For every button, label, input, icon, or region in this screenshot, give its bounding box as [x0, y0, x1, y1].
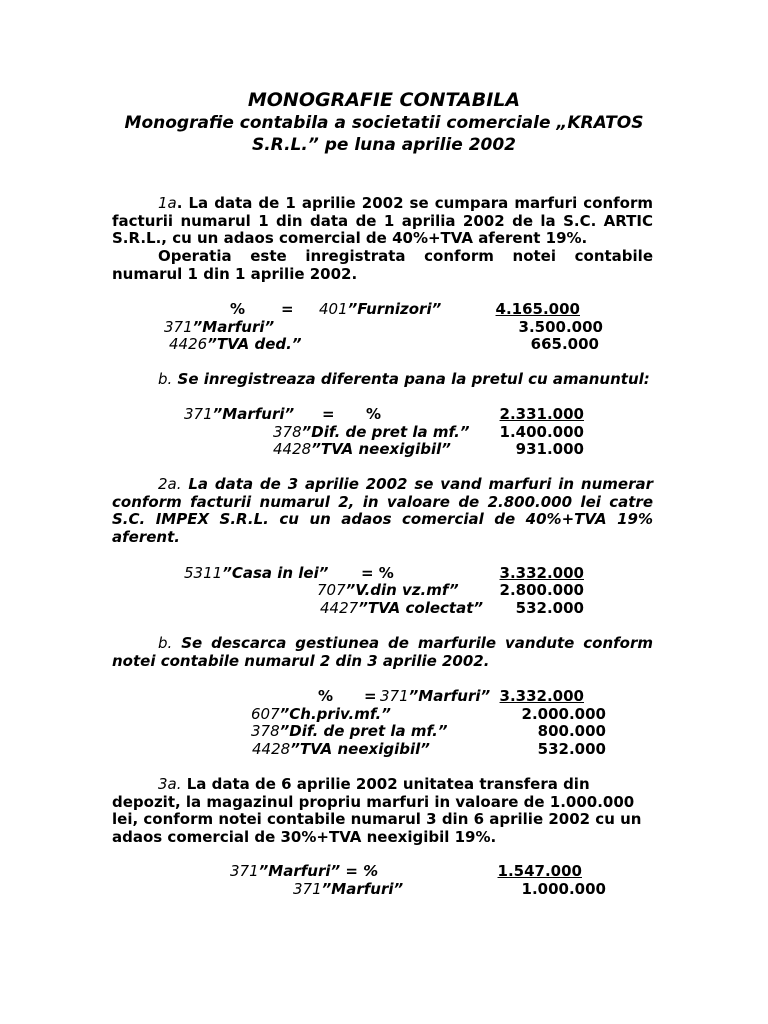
entry-debit-account — [169, 336, 302, 353]
account-name: ”Marfuri” — [408, 687, 491, 705]
entry-total-amount: 3.332.000 — [499, 687, 584, 705]
entry-debit-account — [251, 706, 391, 723]
account-name: ”V.din vz.mf” — [345, 581, 459, 599]
entry-amount: 532.000 — [515, 599, 584, 617]
entry-credit-account — [317, 582, 459, 599]
document-title: MONOGRAFIE CONTABILA — [247, 89, 521, 111]
entry-credit-account — [319, 301, 441, 318]
paragraph-label: b. — [158, 634, 173, 652]
account-name: ”Furnizori” — [347, 300, 442, 318]
entry-equals: = — [322, 405, 335, 423]
entry-amount: 800.000 — [537, 722, 606, 740]
account-number: 4428 — [273, 440, 312, 458]
account-name: ”Marfuri” — [321, 880, 404, 898]
account-number: 371 — [230, 862, 259, 880]
entry-equals: = — [364, 687, 377, 705]
subtitle-line-1: Monografie contabila a societatii comerciale „KRATOS — [124, 113, 644, 133]
entry-debit-account — [251, 723, 448, 740]
entry-total-amount: 1.547.000 — [497, 862, 582, 880]
entry-debit-account — [184, 406, 294, 423]
account-number: 4428 — [252, 740, 291, 758]
account-number: 371 — [293, 880, 322, 898]
paragraph-1a-note — [112, 248, 653, 283]
paragraph-label: 3a. — [158, 775, 182, 793]
account-name: ”Marfuri” = % — [258, 862, 379, 880]
entry-credit-account — [273, 424, 470, 441]
account-name: ”TVA ded.” — [207, 335, 302, 353]
account-name: ”TVA neexigibil” — [311, 440, 451, 458]
account-name: ”Ch.priv.mf.” — [279, 705, 391, 723]
entry-debit-percent: % — [230, 300, 246, 318]
account-name: ”TVA colectat” — [358, 599, 484, 617]
paragraph-3a — [112, 776, 653, 846]
account-number: 378 — [251, 722, 280, 740]
paragraph-text: . La data de 1 aprilie 2002 se cumpara marfuri conform facturii numarul 1 din data de 1 aprilia 2002 de la S.C. ARTIC S.R.L., cu un adaos comercial de 40%+TVA aferent 19%. — [112, 194, 653, 248]
paragraph-text: La data de 6 aprilie 2002 unitatea transfera din depozit, la magazinul propriu marfuri in valoare de 1.000.000 lei, conform notei contabile numarul 3 din 6 aprilie 2002 cu un adaos comercial de 30%+TVA neexigibil 19%. — [112, 775, 642, 846]
paragraph-1b — [112, 371, 653, 389]
paragraph-1a — [112, 195, 653, 248]
paragraph-text: Se inregistreaza diferenta pana la pretul cu amanuntul: — [172, 370, 650, 388]
entry-amount: 3.500.000 — [518, 318, 603, 336]
account-number: 371 — [380, 687, 409, 705]
entry-amount: 2.800.000 — [499, 581, 584, 599]
entry-total-amount: 4.165.000 — [495, 300, 580, 318]
account-name: ”Marfuri” — [212, 405, 295, 423]
entry-debit-account — [230, 863, 378, 880]
paragraph-text: Operatia este inregistrata conform notei contabile numarul 1 din 1 aprilie 2002. — [112, 247, 653, 283]
account-number: 378 — [273, 423, 302, 441]
paragraph-label: 1a — [158, 194, 177, 212]
entry-credit-percent: % — [366, 405, 382, 423]
entry-debit-account — [252, 741, 430, 758]
entry-total-amount: 2.331.000 — [499, 405, 584, 423]
entry-debit-percent: % — [318, 687, 334, 705]
account-number: 4426 — [169, 335, 208, 353]
paragraph-2b — [112, 635, 653, 670]
entry-debit-account — [164, 319, 274, 336]
entry-equals: = — [281, 300, 294, 318]
entry-amount: 931.000 — [515, 440, 584, 458]
entry-credit-account — [320, 600, 483, 617]
account-name: ”TVA neexigibil” — [290, 740, 430, 758]
entry-amount: 2.000.000 — [521, 705, 606, 723]
paragraph-label: b. — [158, 370, 173, 388]
document-subtitle — [100, 112, 668, 156]
account-name: ”Casa in lei” — [222, 564, 329, 582]
entry-amount: 665.000 — [530, 335, 599, 353]
paragraph-label: 2a. — [158, 475, 182, 493]
entry-amount: 1.400.000 — [499, 423, 584, 441]
account-number: 371 — [184, 405, 213, 423]
subtitle-line-2: S.R.L.” pe luna aprilie 2002 — [251, 135, 517, 155]
paragraph-text: Se descarca gestiunea de marfurile vandute conform notei contabile numarul 2 din 3 aprilie 2002. — [112, 634, 653, 670]
entry-amount: 532.000 — [537, 740, 606, 758]
entry-credit-account — [273, 441, 451, 458]
account-number: 607 — [251, 705, 280, 723]
account-name: ”Dif. de pret la mf.” — [301, 423, 470, 441]
entry-credit-account — [293, 881, 403, 898]
account-number: 4427 — [320, 599, 359, 617]
entry-equals: = % — [361, 564, 394, 582]
account-number: 371 — [164, 318, 193, 336]
account-name: ”Marfuri” — [192, 318, 275, 336]
account-number: 707 — [317, 581, 346, 599]
entry-debit-account — [184, 565, 328, 582]
paragraph-text: La data de 3 aprilie 2002 se vand marfuri in numerar conform facturii numarul 2, in valoare de 2.800.000 lei catre S.C. IMPEX S.R.L. cu un adaos comercial de 40%+TVA 19% aferent. — [112, 475, 653, 546]
paragraph-2a — [112, 476, 653, 546]
account-name: ”Dif. de pret la mf.” — [279, 722, 448, 740]
entry-total-amount: 3.332.000 — [499, 564, 584, 582]
account-number: 5311 — [184, 564, 223, 582]
account-number: 401 — [319, 300, 348, 318]
entry-credit-account — [380, 688, 490, 705]
entry-amount: 1.000.000 — [521, 880, 606, 898]
